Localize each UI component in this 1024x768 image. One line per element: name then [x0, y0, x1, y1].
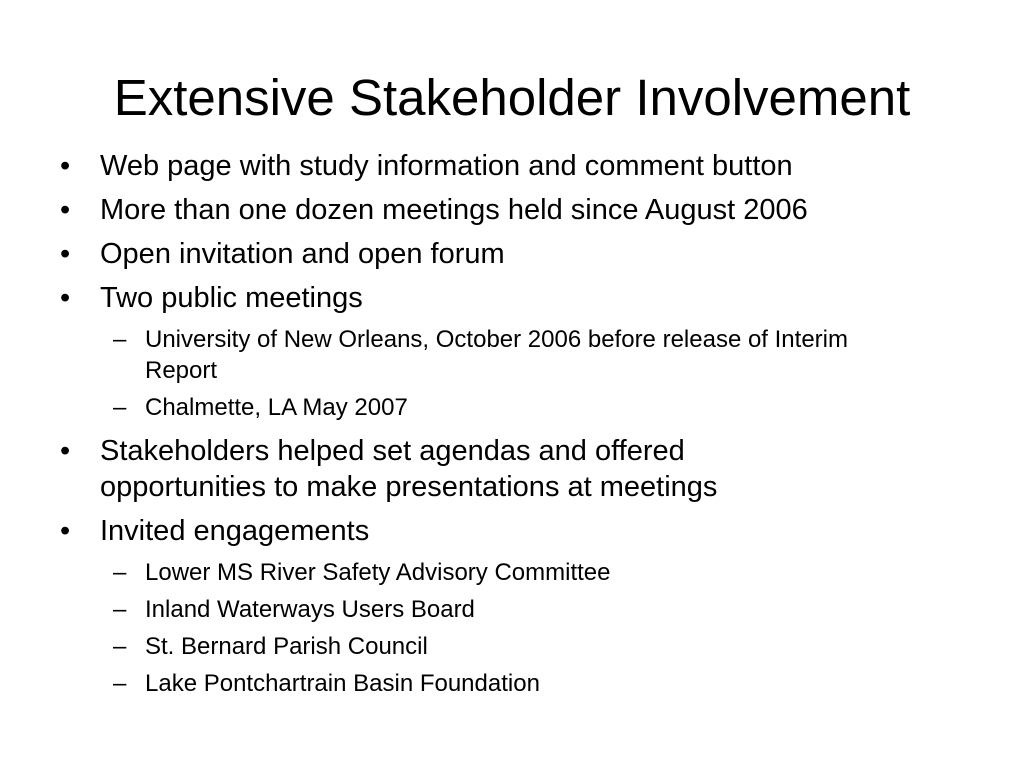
bullet-list: [55, 148, 955, 709]
bullet-item: [55, 513, 955, 549]
sub-bullet-text: University of New Orleans, October 2006 before release of Interim Report: [145, 326, 848, 384]
dash-marker: –: [113, 596, 127, 623]
dash-marker: –: [113, 326, 127, 353]
bullet-text: Invited engagements: [100, 515, 370, 547]
sub-bullet-text: Chalmette, LA May 2007: [145, 394, 408, 421]
bullet-item: [55, 148, 955, 184]
bullet-item: [55, 192, 955, 228]
sub-bullet-list: [55, 324, 955, 423]
sub-bullet-item: [55, 631, 955, 662]
bullet-marker: •: [60, 194, 71, 226]
sub-bullet-item: [55, 594, 955, 625]
bullet-text: Web page with study information and comment button: [100, 150, 793, 182]
bullet-item: [55, 433, 955, 505]
bullet-item: [55, 236, 955, 272]
sub-bullet-text: St. Bernard Parish Council: [145, 633, 428, 660]
bullet-text: Two public meetings: [100, 282, 363, 314]
bullet-marker: •: [60, 435, 71, 467]
dash-marker: –: [113, 633, 127, 660]
slide-title: Extensive Stakeholder Involvement: [113, 69, 911, 126]
sub-bullet-item: [55, 668, 955, 699]
dash-marker: –: [113, 559, 127, 586]
bullet-marker: •: [60, 515, 71, 547]
sub-bullet-item: [55, 557, 955, 588]
sub-bullet-list: [55, 557, 955, 699]
bullet-marker: •: [60, 238, 71, 270]
bullet-marker: •: [60, 150, 71, 182]
dash-marker: –: [113, 670, 127, 697]
bullet-text: More than one dozen meetings held since August 2006: [100, 194, 808, 226]
sub-bullet-item: [55, 392, 955, 423]
bullet-text: Open invitation and open forum: [100, 238, 505, 270]
bullet-item: [55, 280, 955, 316]
sub-bullet-text: Inland Waterways Users Board: [145, 596, 475, 623]
sub-bullet-text: Lower MS River Safety Advisory Committee: [145, 559, 611, 586]
bullet-marker: •: [60, 282, 71, 314]
dash-marker: –: [113, 394, 127, 421]
bullet-text: Stakeholders helped set agendas and offered opportunities to make presentations at meetings: [100, 435, 718, 503]
sub-bullet-item: [55, 324, 955, 386]
sub-bullet-text: Lake Pontchartrain Basin Foundation: [145, 670, 540, 697]
